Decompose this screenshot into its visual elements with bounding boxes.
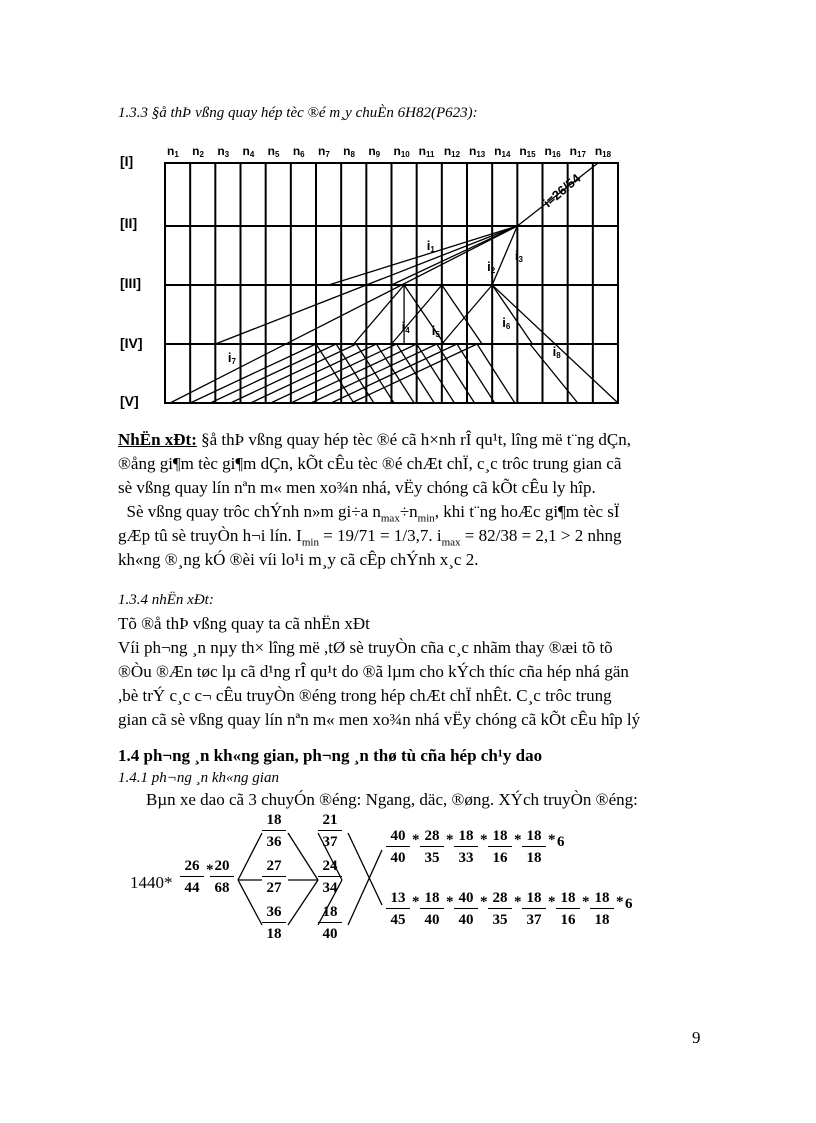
col-label-n4: n4 (242, 144, 255, 159)
numerator: 18 (492, 828, 508, 844)
numerator: 40 (390, 828, 406, 844)
numerator: 18 (560, 890, 576, 906)
lower-chain-fraction (420, 890, 444, 928)
multiply-sign: * (412, 894, 420, 910)
ray (442, 285, 482, 344)
i-label-i5: i5 (431, 323, 440, 339)
numerator: 18 (458, 828, 474, 844)
numerator: 40 (458, 890, 474, 906)
multiply-sign: * (446, 832, 454, 848)
para-134-line-3: ®Òu ®Æn tøc lµ cã d¹ng rÎ qu¹t do ®ã lµm cho kÝch thíc cña hép nhá gän (118, 662, 629, 681)
remark-text-4-mid: ÷n (399, 502, 418, 521)
gear-group-2-fraction (318, 858, 342, 896)
col-label-n16: n16 (544, 144, 561, 159)
multiply-sign: * (582, 894, 590, 910)
denominator: 18 (594, 912, 610, 928)
i-label-i3: i3 (514, 248, 523, 264)
col-label-n15: n15 (519, 144, 536, 159)
multiply-sign: * (480, 832, 488, 848)
col-label-n5: n5 (267, 144, 280, 159)
denominator: 44 (184, 880, 200, 896)
ray (227, 344, 356, 403)
sub-max: max (380, 512, 400, 525)
denominator: 18 (266, 926, 282, 942)
remark-text-5-mid: = 19/71 = 1/3,7. i (318, 526, 442, 545)
col-label-n1: n1 (167, 144, 179, 159)
lower-chain-fraction (454, 890, 478, 928)
numerator: 18 (594, 890, 610, 906)
col-label-n9: n9 (368, 144, 381, 159)
remark-title: NhËn xÐt: (118, 430, 197, 449)
col-label-n14: n14 (494, 144, 511, 159)
ratio-label: i=26/54 (540, 170, 584, 211)
fraction-bar (420, 846, 444, 847)
fraction-bar (318, 830, 342, 831)
col-label-n6: n6 (292, 144, 305, 159)
branch-line (288, 833, 318, 880)
denominator: 40 (322, 926, 338, 942)
denominator: 16 (492, 850, 508, 866)
fraction-26-44 (180, 858, 204, 896)
fraction-bar (318, 876, 342, 877)
numerator: 18 (526, 828, 542, 844)
remark-line-2: ®ång gi¶m tèc gi¶m dÇn, kÕt cÊu tèc ®é chÆt chÏ, c¸c trôc trung gian cã (118, 454, 622, 473)
lower-chain-fraction (590, 890, 614, 928)
col-label-n18: n18 (594, 144, 612, 159)
ray (351, 344, 477, 403)
multiply-sign: * (548, 832, 556, 848)
ray (291, 344, 417, 403)
branch-line (318, 833, 342, 880)
row-label-2: [III] (120, 275, 141, 291)
lower-chain-tail: 6 (625, 896, 633, 912)
fraction-bar (386, 908, 410, 909)
col-label-n2: n2 (192, 144, 204, 159)
numerator: 20 (214, 858, 230, 874)
denominator: 40 (390, 850, 406, 866)
lower-chain-fraction (522, 890, 546, 928)
remark-text-5: gÆp tû sè truyÒn h¬i lín. I (118, 526, 302, 545)
denominator: 68 (214, 880, 230, 896)
numerator: 18 (266, 812, 282, 828)
fraction-bar (262, 876, 286, 877)
fraction-20-68 (210, 858, 234, 896)
ray (354, 285, 404, 344)
ray (190, 344, 316, 403)
section-heading-1-4-1: 1.4.1 ph¬ng ¸n kh«ng gian (118, 770, 279, 786)
remark-text-5-tail: = 82/38 = 2,1 > 2 nhng (460, 526, 622, 545)
para-134-line-2: Víi ph¬ng ¸n nµy th× lîng më ,tØ sè truyÒn cña c¸c nhãm thay ®æi tõ tõ (118, 638, 613, 657)
denominator: 37 (526, 912, 542, 928)
fraction-bar (488, 908, 512, 909)
fraction-bar (454, 846, 478, 847)
page-number: 9 (692, 1028, 701, 1047)
section-heading-1-4: 1.4 ph¬ng ¸n kh«ng gian, ph¬ng ¸n thø tù cña hép ch¹y dao (118, 746, 543, 765)
remark-text-4-tail: , khi t¨ng hoÆc gi¶m tèc sÏ (434, 502, 620, 521)
denominator: 35 (424, 850, 440, 866)
multiply-sign: * (480, 894, 488, 910)
numerator: 28 (492, 890, 508, 906)
col-label-n8: n8 (343, 144, 355, 159)
col-label-n12: n12 (443, 144, 461, 159)
numerator: 36 (266, 904, 282, 920)
denominator: 35 (492, 912, 508, 928)
denominator: 40 (458, 912, 474, 928)
col-label-n7: n7 (318, 144, 330, 159)
multiply-sign: * (412, 832, 420, 848)
lower-chain-fraction (386, 890, 410, 928)
ray (331, 344, 457, 403)
fraction-bar (488, 846, 512, 847)
col-label-n3: n3 (217, 144, 230, 159)
multiply-sign: * (206, 862, 214, 878)
numerator: 28 (424, 828, 440, 844)
fraction-bar (210, 876, 234, 877)
denominator: 18 (526, 850, 542, 866)
numerator: 18 (424, 890, 440, 906)
col-label-n10: n10 (393, 144, 410, 159)
section-heading-1-3-4: 1.3.4 nhËn xÐt: (118, 592, 214, 608)
multiply-sign: * (514, 894, 522, 910)
remark-line-1 (118, 428, 631, 452)
branch-line (348, 850, 382, 925)
remark-text-4: Sè vßng quay trôc chÝnh n»m gi÷a n (118, 502, 381, 521)
remark-line-3: sè vßng quay lín nªn m« men xo¾n nhá, vËy chóng cã kÕt cÊu ly hîp. (118, 478, 596, 497)
ray (492, 285, 532, 344)
fraction-bar (522, 908, 546, 909)
sub-max-2: max (441, 536, 461, 549)
upper-chain-fraction (522, 828, 546, 866)
speed-diagram (118, 138, 638, 413)
denominator: 36 (266, 834, 282, 850)
fraction-bar (180, 876, 204, 877)
branch-line (238, 833, 262, 880)
speed-diagram-svg (118, 138, 638, 413)
gear-group-1-fraction (262, 858, 286, 896)
i-label-i6: i6 (502, 315, 511, 331)
numerator: 26 (184, 858, 200, 874)
fraction-bar (420, 908, 444, 909)
denominator: 33 (458, 850, 474, 866)
denominator: 37 (322, 834, 338, 850)
denominator: 45 (390, 912, 406, 928)
upper-chain-tail: 6 (557, 834, 565, 850)
col-label-n11: n11 (418, 144, 435, 159)
numerator: 18 (526, 890, 542, 906)
i-label-i7: i7 (227, 350, 236, 366)
lower-chain-fraction (488, 890, 512, 928)
row-label-1: [II] (120, 215, 138, 231)
multiply-sign: * (616, 894, 624, 910)
numerator: 27 (266, 858, 282, 874)
fraction-bar (522, 846, 546, 847)
formula-prefix: 1440* (130, 873, 173, 892)
lower-chain-fraction (556, 890, 580, 928)
upper-chain-fraction (454, 828, 478, 866)
upper-chain-fraction (386, 828, 410, 866)
numerator: 18 (322, 904, 338, 920)
para-141: Bµn xe dao cã 3 chuyÓn ®éng: Ngang, däc, ®øng. XÝch truyÒn ®éng: (146, 790, 638, 809)
upper-chain-fraction (420, 828, 444, 866)
fraction-bar (262, 830, 286, 831)
ray (392, 226, 518, 285)
gear-group-1-fraction (262, 904, 286, 942)
branch-line (348, 833, 382, 905)
para-134-line-1: Tõ ®å thÞ vßng quay ta cã nhËn xÐt (118, 614, 370, 633)
multiply-sign: * (514, 832, 522, 848)
ray (329, 226, 518, 285)
gear-group-2-fraction (318, 904, 342, 942)
col-label-n17: n17 (569, 144, 586, 159)
section-heading-1-3-3: 1.3.3 §å thÞ vßng quay hép tèc ®é m¸y chuÈn 6H82(P623): (118, 105, 478, 121)
upper-chain-fraction (488, 828, 512, 866)
fraction-bar (386, 846, 410, 847)
remark-text-1: §å thÞ vßng quay hép tèc ®é cã h×nh rÎ qu¹t, lîng më t¨ng dÇn, (201, 430, 631, 449)
numerator: 13 (390, 890, 406, 906)
ray (311, 344, 437, 403)
sub-min-2: min (301, 536, 319, 549)
gear-group-1-fraction (262, 812, 286, 850)
i-label-i4: i4 (401, 319, 410, 335)
remark-line-6: kh«ng ®¸ng kÓ ®èi víi lo¹i m¸y cã cÊp chÝnh x¸c 2. (118, 550, 479, 569)
gear-group-2-fraction (318, 812, 342, 850)
fraction-bar (262, 922, 286, 923)
fraction-bar (590, 908, 614, 909)
row-label-0: [I] (120, 153, 134, 169)
numerator: 24 (322, 858, 338, 874)
multiply-sign: * (446, 894, 454, 910)
row-label-4: [V] (120, 393, 139, 409)
ray (417, 344, 455, 403)
denominator: 40 (424, 912, 440, 928)
multiply-sign: * (548, 894, 556, 910)
ray (477, 344, 515, 403)
ray (457, 344, 495, 403)
sub-min: min (417, 512, 435, 525)
denominator: 27 (266, 880, 282, 896)
fraction-bar (556, 908, 580, 909)
fraction-bar (454, 908, 478, 909)
ray (170, 226, 517, 403)
numerator: 21 (322, 812, 338, 828)
col-label-n13: n13 (469, 144, 486, 159)
branch-line (318, 880, 342, 925)
ray (271, 344, 397, 403)
i-label-i2: i2 (487, 259, 496, 275)
para-134-line-5: gian cã sè vßng quay lín nªn m« men xo¾n nhá vËy chóng cã kÕt cÊu hîp lý (118, 710, 641, 729)
branch-line (288, 880, 318, 925)
row-label-3: [IV] (120, 335, 143, 351)
denominator: 34 (322, 880, 338, 896)
branch-line (238, 880, 262, 925)
i-label-i8: i8 (552, 344, 561, 360)
para-134-line-4: ,bè trÝ c¸c c¬ cÊu truyÒn ®éng trong hép chÆt chÏ nhÊt. C¸c trôc trung (118, 686, 612, 705)
fraction-bar (318, 922, 342, 923)
i-label-i1: i1 (426, 238, 435, 254)
denominator: 16 (560, 912, 576, 928)
